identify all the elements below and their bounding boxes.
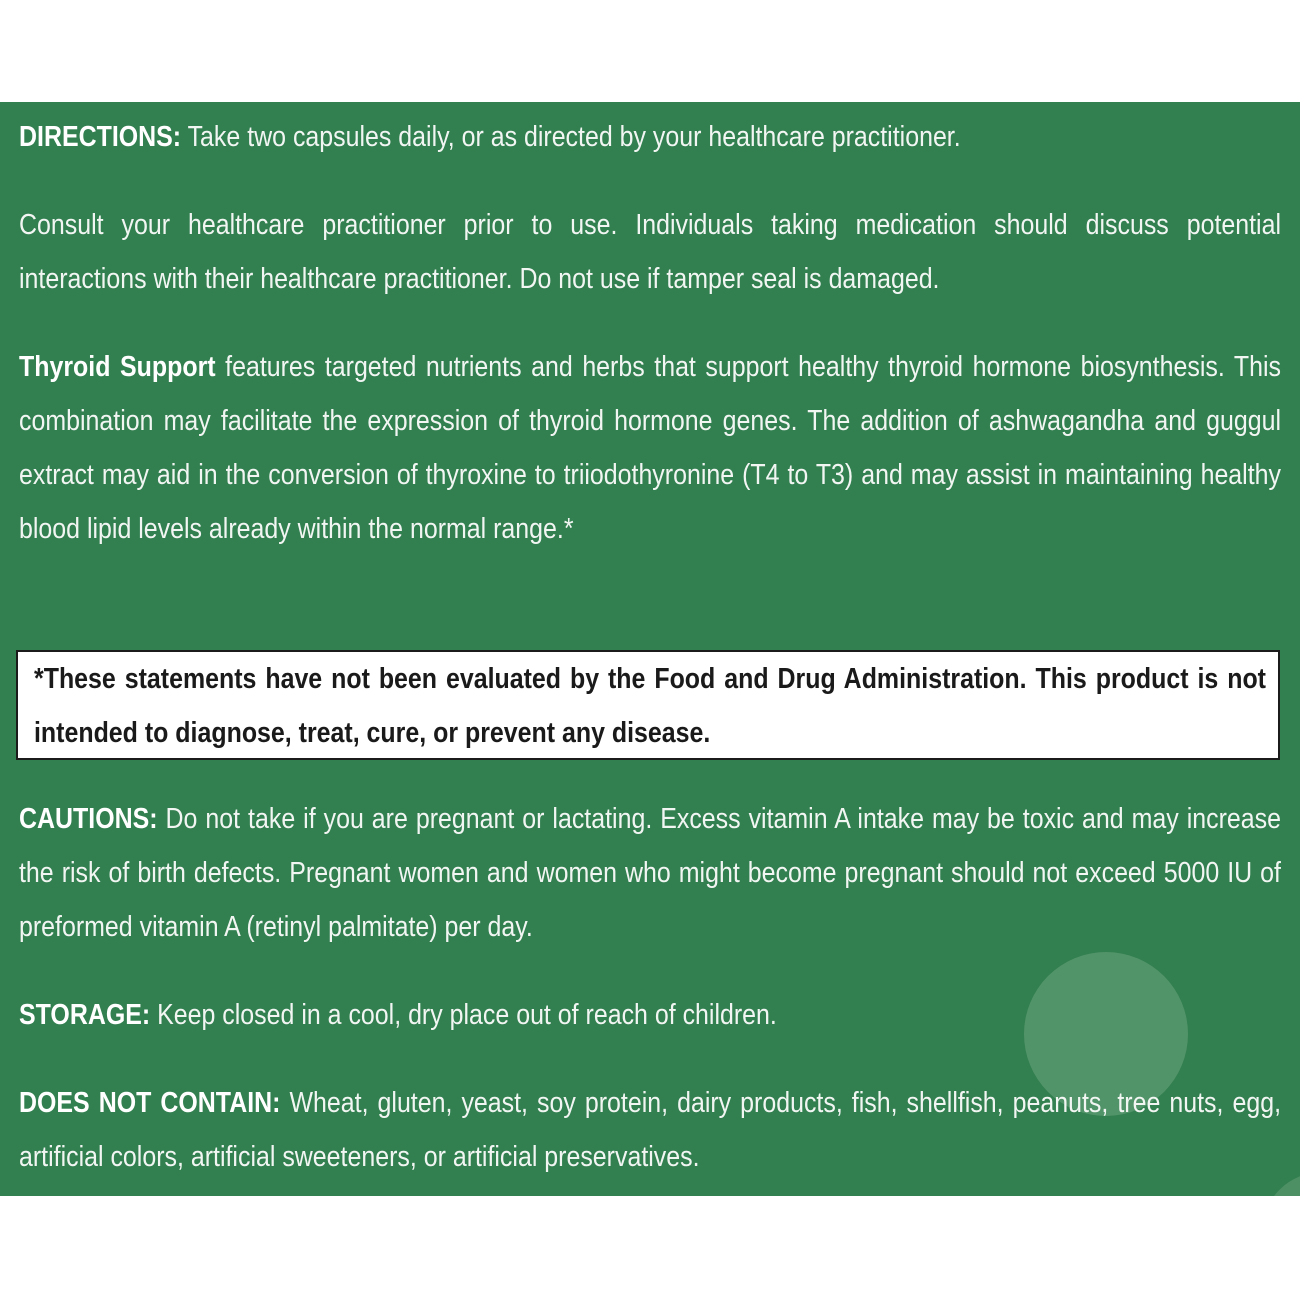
storage-text: Keep closed in a cool, dry place out of reach of children. bbox=[150, 999, 777, 1031]
storage-label: STORAGE: bbox=[19, 999, 151, 1031]
does-not-contain-text: Wheat, gluten, yeast, soy protein, dairy products, fish, shellfish, peanuts, tree nuts, egg, artificial colors, artificial sweeteners, or artificial preservatives. bbox=[19, 1087, 1281, 1173]
cautions-section bbox=[19, 792, 1281, 954]
directions-text: Take two capsules daily, or as directed by your healthcare practitioner. bbox=[181, 121, 961, 153]
product-name: Thyroid Support bbox=[19, 351, 216, 383]
cautions-label: CAUTIONS: bbox=[19, 803, 158, 835]
cautions-text: Do not take if you are pregnant or lactating. Excess vitamin A intake may be toxic and may increase the risk of birth defects. Pregnant women and women who might become pregnant should not exceed 5000 IU of preformed vitamin A (retinyl palmitate) per day. bbox=[19, 803, 1281, 943]
fda-disclaimer-text: *These statements have not been evaluated by the Food and Drug Administration. This product is not intended to diagnose, treat, cure, or prevent any disease. bbox=[34, 663, 1266, 749]
directions-section bbox=[19, 110, 1281, 164]
description-text: features targeted nutrients and herbs that support healthy thyroid hormone biosynthesis. This combination may facilitate the expression of thyroid hormone genes. The addition of ashwagandha and guggul extract may aid in the conversion of thyroxine to triiodothyronine (T4 to T3) and may assist in maintaining healthy blood lipid levels already within the normal range.* bbox=[19, 351, 1281, 545]
consult-text: Consult your healthcare practitioner prior to use. Individuals taking medication should discuss potential interactions with their healthcare practitioner. Do not use if tamper seal is damaged. bbox=[19, 209, 1281, 295]
storage-section bbox=[19, 988, 1281, 1042]
does-not-contain-label: DOES NOT CONTAIN: bbox=[19, 1087, 281, 1119]
label-panel bbox=[0, 102, 1300, 1196]
consult-section bbox=[19, 198, 1281, 306]
does-not-contain-section bbox=[19, 1076, 1281, 1184]
fda-disclaimer-box bbox=[16, 650, 1280, 760]
description-section bbox=[19, 340, 1281, 556]
directions-label: DIRECTIONS: bbox=[19, 121, 182, 153]
